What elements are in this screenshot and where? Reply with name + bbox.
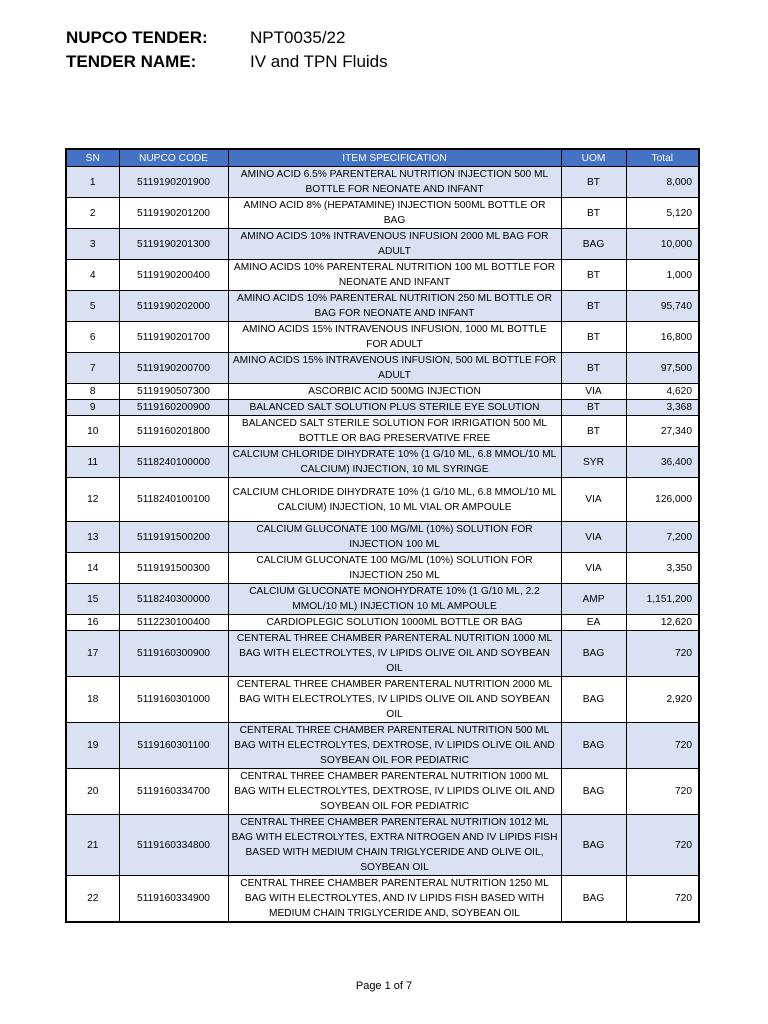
cell-spec: AMINO ACIDS 15% INTRAVENOUS INFUSION, 1000 ML BOTTLE FOR ADULT [228, 322, 561, 353]
cell-sn: 13 [66, 522, 119, 553]
cell-sn: 21 [66, 815, 119, 876]
cell-code: 5119190201900 [119, 167, 228, 198]
cell-spec: CENTRAL THREE CHAMBER PARENTERAL NUTRITION 1012 ML BAG WITH ELECTROLYTES, EXTRA NITROGEN AND IV LIPIDS FISH BASED WITH MEDIUM CHAIN TRIGLYCERIDE AND OLIVE OIL, SOYBEAN OIL [228, 815, 561, 876]
cell-spec: CENTERAL THREE CHAMBER PARENTERAL NUTRITION 500 ML BAG WITH ELECTROLYTES, DEXTROSE, IV LIPIDS OLIVE OIL AND SOYBEAN OIL FOR PEDIATRIC [228, 723, 561, 769]
table-row [66, 815, 699, 876]
cell-spec: AMINO ACID 8% (HEPATAMINE) INJECTION 500ML BOTTLE OR BAG [228, 198, 561, 229]
table-row [66, 167, 699, 198]
cell-uom: VIA [561, 522, 626, 553]
cell-uom: VIA [561, 384, 626, 400]
cell-code: 5119160334700 [119, 769, 228, 815]
cell-code: 5119190202000 [119, 291, 228, 322]
cell-code: 5119190201700 [119, 322, 228, 353]
cell-sn: 10 [66, 416, 119, 447]
table-row [66, 522, 699, 553]
cell-code: 5119160301000 [119, 677, 228, 723]
cell-total: 126,000 [626, 478, 699, 522]
cell-sn: 17 [66, 631, 119, 677]
table-row [66, 478, 699, 522]
cell-uom: BT [561, 353, 626, 384]
cell-sn: 5 [66, 291, 119, 322]
table-row [66, 447, 699, 478]
cell-total: 8,000 [626, 167, 699, 198]
cell-spec: CALCIUM GLUCONATE 100 MG/ML (10%) SOLUTION FOR INJECTION 100 ML [228, 522, 561, 553]
cell-uom: BT [561, 198, 626, 229]
cell-spec: CARDIOPLEGIC SOLUTION 1000ML BOTTLE OR BAG [228, 615, 561, 631]
tender-number-label: NUPCO TENDER: [66, 28, 208, 47]
cell-uom: EA [561, 615, 626, 631]
table-row [66, 400, 699, 416]
cell-sn: 20 [66, 769, 119, 815]
table-row [66, 769, 699, 815]
table-row [66, 677, 699, 723]
cell-uom: VIA [561, 553, 626, 584]
cell-uom: BAG [561, 876, 626, 923]
cell-code: 5119190200400 [119, 260, 228, 291]
cell-spec: CENTERAL THREE CHAMBER PARENTERAL NUTRITION 2000 ML BAG WITH ELECTROLYTES, IV LIPIDS OLIVE OIL AND SOYBEAN OIL [228, 677, 561, 723]
cell-total: 720 [626, 876, 699, 923]
cell-code: 5119190201200 [119, 198, 228, 229]
page-number: Page 1 of 7 [355, 980, 413, 992]
cell-total: 720 [626, 815, 699, 876]
cell-total: 27,340 [626, 416, 699, 447]
cell-uom: BAG [561, 769, 626, 815]
cell-sn: 12 [66, 478, 119, 522]
cell-total: 4,620 [626, 384, 699, 400]
cell-code: 5119160300900 [119, 631, 228, 677]
cell-sn: 16 [66, 615, 119, 631]
cell-total: 720 [626, 723, 699, 769]
cell-spec: AMINO ACID 6.5% PARENTERAL NUTRITION INJECTION 500 ML BOTTLE FOR NEONATE AND INFANT [228, 167, 561, 198]
cell-total: 720 [626, 769, 699, 815]
column-header-code: NUPCO CODE [119, 149, 228, 167]
cell-code: 5119160334900 [119, 876, 228, 923]
cell-spec: BALANCED SALT STERILE SOLUTION FOR IRRIGATION 500 ML BOTTLE OR BAG PRESERVATIVE FREE [228, 416, 561, 447]
cell-spec: CALCIUM CHLORIDE DIHYDRATE 10% (1 G/10 ML, 6.8 MMOL/10 ML CALCIUM) INJECTION, 10 ML SYRINGE [228, 447, 561, 478]
cell-spec: CENTRAL THREE CHAMBER PARENTERAL NUTRITION 1250 ML BAG WITH ELECTROLYTES, AND IV LIPIDS FISH BASED WITH MEDIUM CHAIN TRIGLYCERIDE AND, SOYBEAN OIL [228, 876, 561, 923]
table-row [66, 615, 699, 631]
cell-spec: CENTRAL THREE CHAMBER PARENTERAL NUTRITION 1000 ML BAG WITH ELECTROLYTES, DEXTROSE, IV LIPIDS OLIVE OIL AND SOYBEAN OIL FOR PEDIATRIC [228, 769, 561, 815]
tender-name-value: IV and TPN Fluids [250, 52, 388, 71]
cell-uom: SYR [561, 447, 626, 478]
table-header-row [66, 149, 699, 167]
cell-total: 10,000 [626, 229, 699, 260]
cell-code: 5119160334800 [119, 815, 228, 876]
cell-total: 2,920 [626, 677, 699, 723]
cell-total: 1,000 [626, 260, 699, 291]
cell-total: 16,800 [626, 322, 699, 353]
cell-total: 97,500 [626, 353, 699, 384]
cell-code: 5119190507300 [119, 384, 228, 400]
cell-total: 36,400 [626, 447, 699, 478]
cell-sn: 11 [66, 447, 119, 478]
table-row [66, 229, 699, 260]
cell-sn: 18 [66, 677, 119, 723]
cell-uom: BT [561, 260, 626, 291]
cell-spec: AMINO ACIDS 10% PARENTERAL NUTRITION 250 ML BOTTLE OR BAG FOR NEONATE AND INFANT [228, 291, 561, 322]
table-row [66, 631, 699, 677]
cell-uom: BAG [561, 815, 626, 876]
cell-total: 12,620 [626, 615, 699, 631]
cell-sn: 1 [66, 167, 119, 198]
table-row [66, 416, 699, 447]
cell-sn: 8 [66, 384, 119, 400]
column-header-spec: ITEM SPECIFICATION [228, 149, 561, 167]
cell-code: 5118240100000 [119, 447, 228, 478]
cell-code: 5119160201800 [119, 416, 228, 447]
column-header-total: Total [626, 149, 699, 167]
cell-uom: BT [561, 416, 626, 447]
cell-total: 1,151,200 [626, 584, 699, 615]
cell-spec: BALANCED SALT SOLUTION PLUS STERILE EYE SOLUTION [228, 400, 561, 416]
cell-sn: 7 [66, 353, 119, 384]
cell-code: 5119191500300 [119, 553, 228, 584]
cell-sn: 3 [66, 229, 119, 260]
cell-total: 5,120 [626, 198, 699, 229]
cell-uom: VIA [561, 478, 626, 522]
cell-code: 5119190200700 [119, 353, 228, 384]
cell-sn: 14 [66, 553, 119, 584]
cell-sn: 6 [66, 322, 119, 353]
table-row [66, 260, 699, 291]
cell-spec: AMINO ACIDS 10% PARENTERAL NUTRITION 100 ML BOTTLE FOR NEONATE AND INFANT [228, 260, 561, 291]
cell-spec: CALCIUM GLUCONATE MONOHYDRATE 10% (1 G/10 ML, 2.2 MMOL/10 ML) INJECTION 10 ML AMPOULE [228, 584, 561, 615]
table-row [66, 198, 699, 229]
cell-spec: ASCORBIC ACID 500MG INJECTION [228, 384, 561, 400]
table-row [66, 584, 699, 615]
table-row [66, 384, 699, 400]
cell-code: 5119160200900 [119, 400, 228, 416]
table-row [66, 876, 699, 923]
cell-total: 720 [626, 631, 699, 677]
cell-total: 95,740 [626, 291, 699, 322]
cell-code: 5119190201300 [119, 229, 228, 260]
cell-code: 5119160301100 [119, 723, 228, 769]
cell-spec: AMINO ACIDS 10% INTRAVENOUS INFUSION 2000 ML BAG FOR ADULT [228, 229, 561, 260]
cell-sn: 19 [66, 723, 119, 769]
cell-uom: BAG [561, 631, 626, 677]
cell-spec: CALCIUM CHLORIDE DIHYDRATE 10% (1 G/10 ML, 6.8 MMOL/10 ML CALCIUM) INJECTION, 10 ML VIAL OR AMPOULE [228, 478, 561, 522]
tender-name-label: TENDER NAME: [66, 52, 197, 71]
cell-uom: BT [561, 167, 626, 198]
cell-spec: CENTERAL THREE CHAMBER PARENTERAL NUTRITION 1000 ML BAG WITH ELECTROLYTES, IV LIPIDS OLIVE OIL AND SOYBEAN OIL [228, 631, 561, 677]
table-row [66, 322, 699, 353]
cell-code: 5118240300000 [119, 584, 228, 615]
cell-sn: 15 [66, 584, 119, 615]
cell-uom: BAG [561, 723, 626, 769]
table-row [66, 353, 699, 384]
cell-total: 7,200 [626, 522, 699, 553]
column-header-sn: SN [66, 149, 119, 167]
cell-uom: BAG [561, 229, 626, 260]
cell-uom: BT [561, 400, 626, 416]
cell-sn: 2 [66, 198, 119, 229]
table-row [66, 291, 699, 322]
cell-uom: BT [561, 291, 626, 322]
cell-code: 5118240100100 [119, 478, 228, 522]
cell-code: 5119191500200 [119, 522, 228, 553]
table-row [66, 723, 699, 769]
cell-total: 3,350 [626, 553, 699, 584]
tender-number-value: NPT0035/22 [250, 28, 346, 47]
cell-uom: BAG [561, 677, 626, 723]
tender-items-table [65, 148, 700, 923]
cell-sn: 4 [66, 260, 119, 291]
cell-total: 3,368 [626, 400, 699, 416]
cell-sn: 22 [66, 876, 119, 923]
column-header-uom: UOM [561, 149, 626, 167]
table-row [66, 553, 699, 584]
cell-spec: AMINO ACIDS 15% INTRAVENOUS INFUSION, 500 ML BOTTLE FOR ADULT [228, 353, 561, 384]
cell-uom: AMP [561, 584, 626, 615]
cell-spec: CALCIUM GLUCONATE 100 MG/ML (10%) SOLUTION FOR INJECTION 250 ML [228, 553, 561, 584]
cell-code: 5112230100400 [119, 615, 228, 631]
cell-uom: BT [561, 322, 626, 353]
cell-sn: 9 [66, 400, 119, 416]
